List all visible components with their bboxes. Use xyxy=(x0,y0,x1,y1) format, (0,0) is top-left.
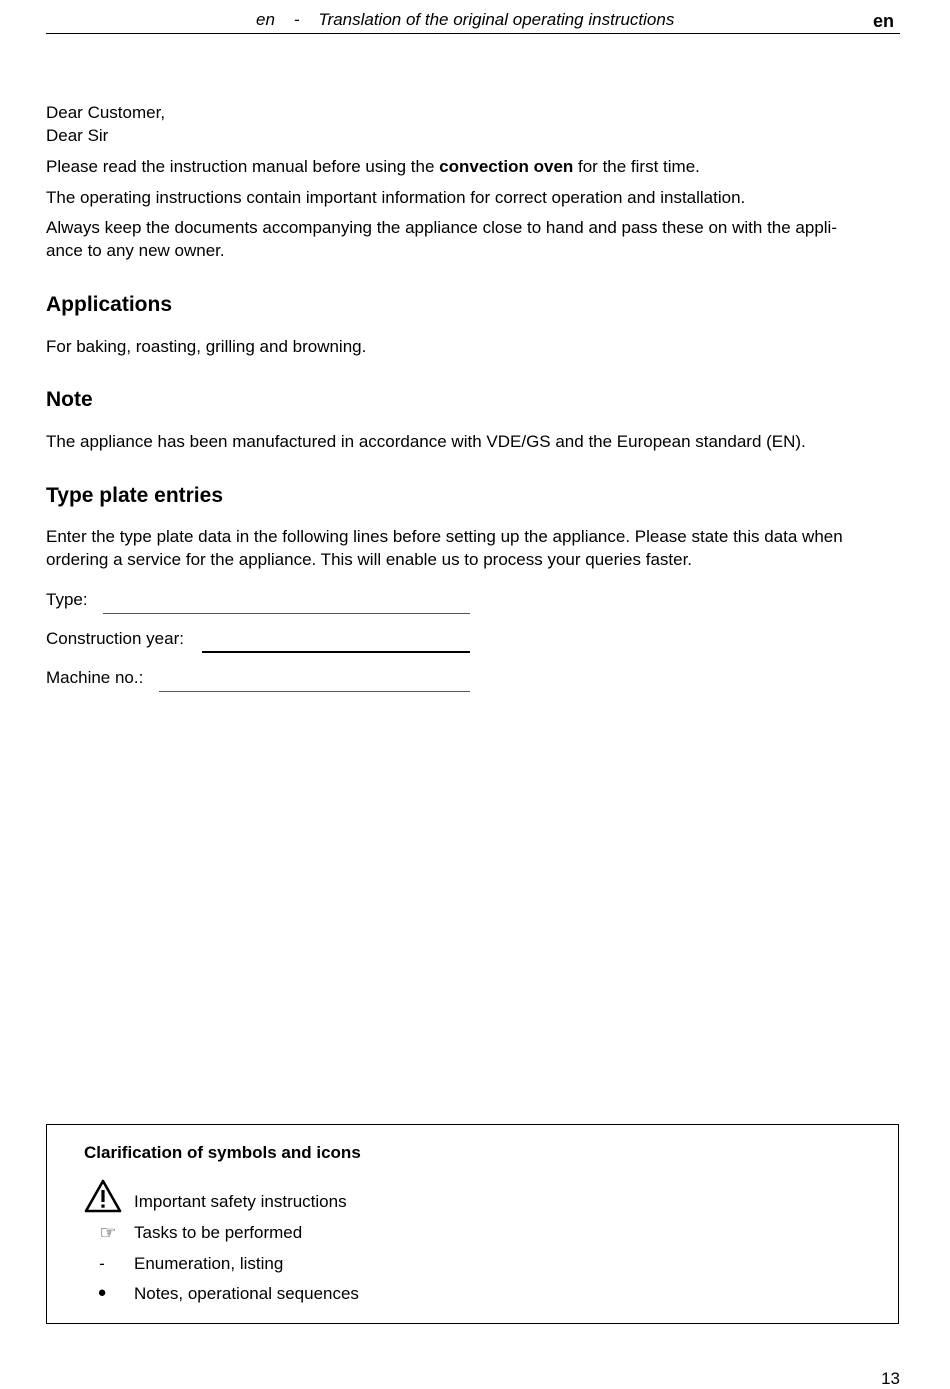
warning-triangle-icon xyxy=(84,1179,122,1218)
legend-item-notes xyxy=(47,1283,898,1309)
legend-item-safety xyxy=(47,1179,898,1211)
machine-no-field[interactable] xyxy=(46,668,470,692)
construction-year-field-line[interactable] xyxy=(202,651,470,653)
keep-documents-paragraph xyxy=(46,216,896,262)
construction-year-field[interactable] xyxy=(46,629,470,653)
note-text: The appliance has been manufactured in accordance with VDE/GS and the European standard (EN). xyxy=(46,432,806,451)
type-plate-text-2: ordering a service for the appliance. This will enable us to process your queries faster. xyxy=(46,550,693,569)
legend-label-tasks: Tasks to be performed xyxy=(134,1223,303,1242)
legend-label-enumeration: Enumeration, listing xyxy=(134,1254,284,1273)
applications-text: For baking, roasting, grilling and browning. xyxy=(46,337,367,356)
greeting-block xyxy=(46,101,896,147)
type-plate-text xyxy=(46,525,896,571)
header-separator: - xyxy=(293,10,300,29)
header-lang-right: en xyxy=(872,11,894,31)
applications-heading: Applications xyxy=(46,293,173,316)
legend-label-safety: Important safety instructions xyxy=(134,1192,347,1211)
type-field-line[interactable] xyxy=(103,613,470,614)
legend-label-notes: Notes, operational sequences xyxy=(134,1284,359,1303)
info-paragraph: The operating instructions contain important information for correct operation and installation. xyxy=(46,188,746,207)
greeting-2: Dear Sir xyxy=(46,126,109,145)
legend-title: Clarification of symbols and icons xyxy=(84,1143,361,1162)
pointing-hand-icon: ☞ xyxy=(99,1223,117,1244)
read-bold: convection oven xyxy=(439,157,574,176)
type-field-label: Type: xyxy=(46,590,88,609)
read-prefix: Please read the instruction manual before using the xyxy=(46,157,440,176)
read-manual-paragraph xyxy=(46,155,896,178)
machine-no-field-label: Machine no.: xyxy=(46,668,144,687)
keep-line-1: Always keep the documents accompanying the appliance close to hand and pass these on with the appli- xyxy=(46,218,837,237)
legend-item-enumeration xyxy=(47,1253,898,1279)
header-lang: en xyxy=(256,10,275,29)
dash-icon: - xyxy=(99,1254,105,1273)
header-title-line xyxy=(256,10,674,30)
machine-no-field-line[interactable] xyxy=(159,691,470,692)
note-heading: Note xyxy=(46,388,93,411)
bullet-icon: ● xyxy=(97,1284,107,1301)
page-number: 13 xyxy=(881,1369,900,1388)
keep-line-2: ance to any new owner. xyxy=(46,241,225,260)
type-plate-heading: Type plate entries xyxy=(46,484,224,507)
type-plate-text-1: Enter the type plate data in the following lines before setting up the appliance. Please state this data when xyxy=(46,527,843,546)
greeting-1: Dear Customer, xyxy=(46,103,166,122)
symbols-legend-box xyxy=(46,1124,899,1324)
read-suffix: for the first time. xyxy=(573,157,700,176)
page-header xyxy=(46,6,900,34)
construction-year-field-label: Construction year: xyxy=(46,629,184,648)
header-title: Translation of the original operating instructions xyxy=(318,10,675,29)
type-field[interactable] xyxy=(46,590,470,614)
legend-item-tasks xyxy=(47,1222,898,1248)
